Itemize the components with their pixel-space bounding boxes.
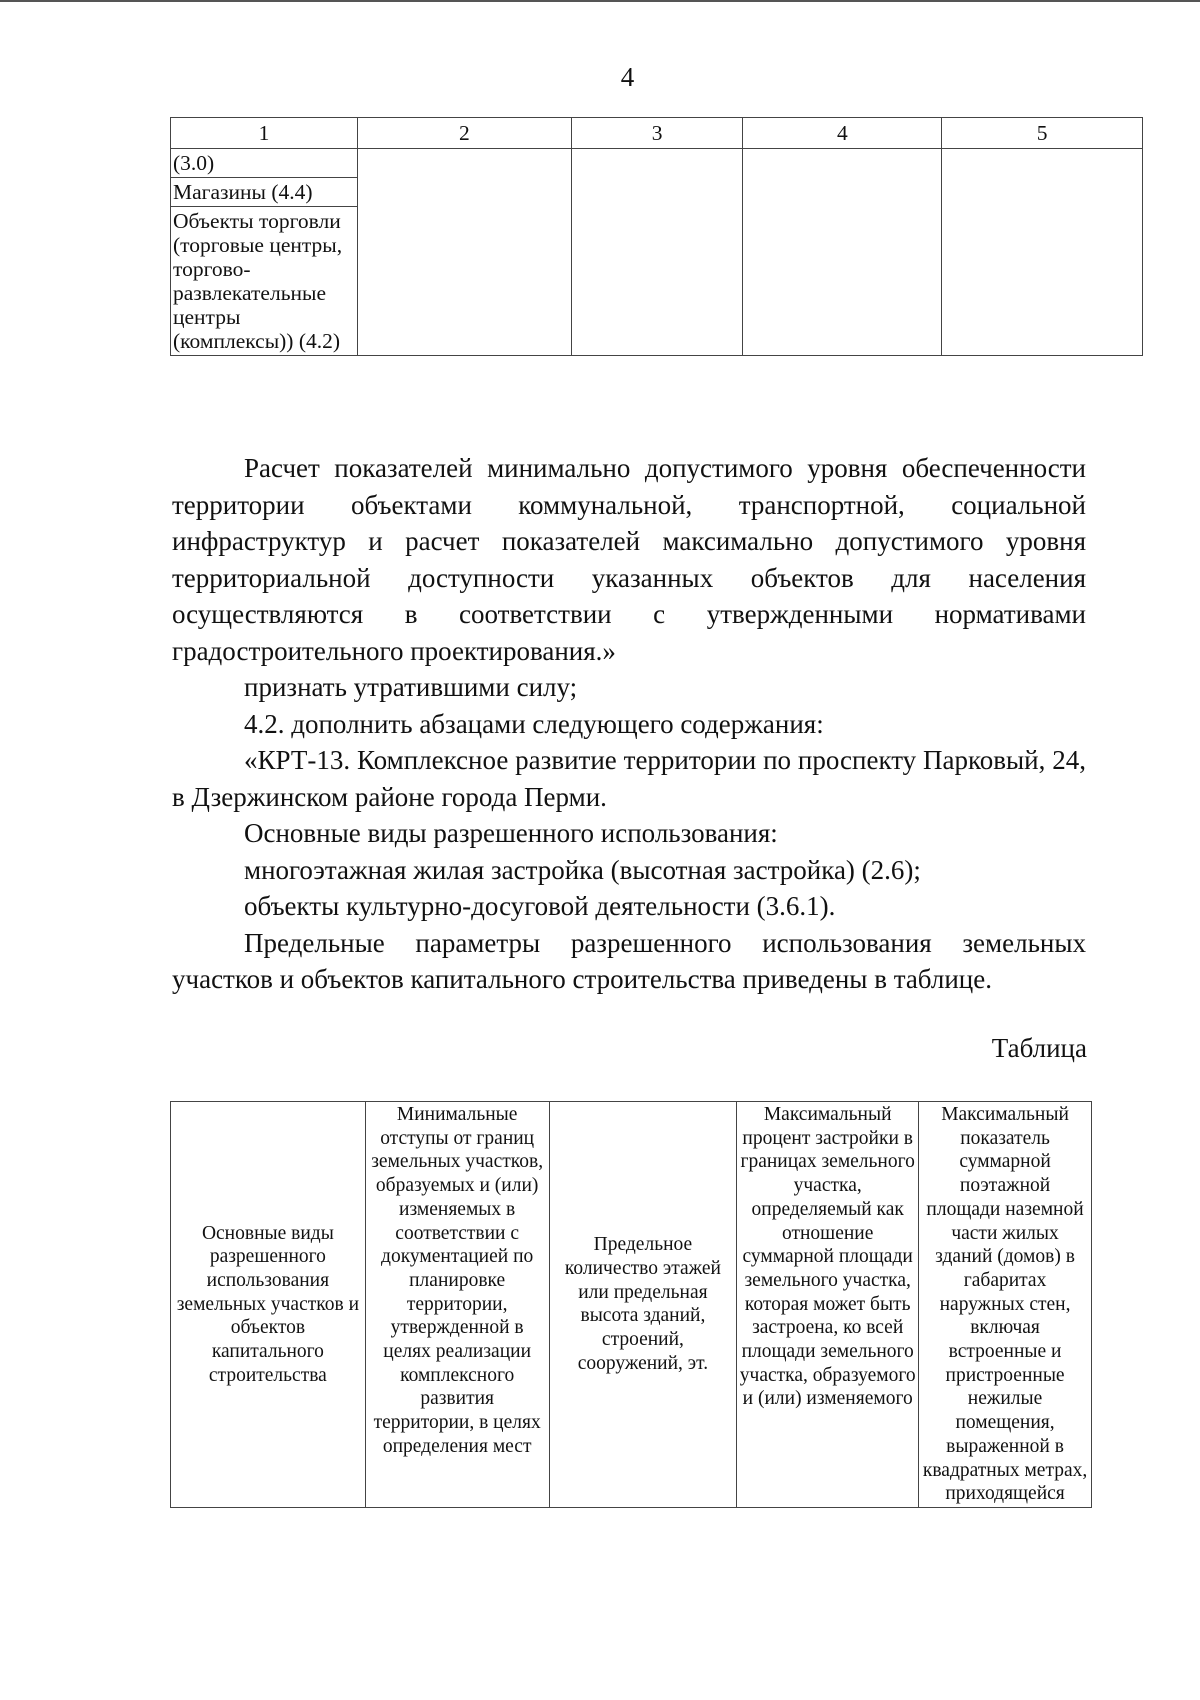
table-header-cell: 4 [743,118,942,149]
table-cell [743,149,942,356]
table-header-cell: Предельное количество этажей или предельная высота зданий, строений, сооружений, эт. [549,1102,737,1508]
parameters-table [170,1101,1092,1508]
paragraph: Расчет показателей минимально допустимого уровня обеспеченности территории объектами коммунальной, транспортной, социальной инфраструктур и расчет показателей максимально допустимого уровня территориальной доступности указанных объектов для населения осуществляются в соответствии с утвержденными нормативами градостроительного проектирования.» [172,453,1086,666]
document-body [172,450,1086,998]
page-number: 4 [620,62,635,92]
paragraph: многоэтажная жилая застройка (высотная застройка) (2.6); [244,854,921,885]
table-header-row [171,1102,1092,1508]
table-cell [171,149,358,356]
paragraph: «КРТ-13. Комплексное развитие территории по проспекту Парковый, 24, в Дзержинском районе города Перми. [172,745,1086,812]
table-header-cell: Основные виды разрешенного использования земельных участков и объектов капитального строительства [171,1102,366,1508]
table-header-cell: 1 [171,118,358,149]
paragraph: признать утратившими силу; [244,672,578,702]
table-cell [942,149,1143,356]
land-use-item: Объекты торговли (торговые центры, торгово-развлекательные центры (комплексы)) (4.2) [173,209,343,353]
table-header-cell: Максимальный показатель суммарной поэтажной площади наземной части жилых зданий (домов) в габаритах наружных стен, включая встроенные и пристроенные нежилые помещения, выраженной в квадратных метрах, приходящейся [919,1102,1092,1508]
land-use-item: (3.0) [171,149,357,178]
paragraph: объекты культурно-досуговой деятельности (3.6.1). [244,891,836,921]
table-header-cell: 2 [357,118,571,149]
table-header-row [171,118,1143,149]
continuation-table [170,117,1143,356]
table-header-cell: Минимальные отступы от границ земельных участков, образуемых и (или) изменяемых в соответствии с документацией по планировке территории, утвержденной в целях реализации комплексного развития территории, в целях определения мест [365,1102,549,1508]
paragraph: Предельные параметры разрешенного использования земельных участков и объектов капитального строительства приведены в таблице. [172,927,1086,994]
table-header-cell: 3 [571,118,743,149]
paragraph: 4.2. дополнить абзацами следующего содержания: [244,708,824,739]
table-cell [357,149,571,356]
table-caption: Таблица [991,1033,1087,1063]
table-header-cell: Максимальный процент застройки в границах земельного участка, определяемый как отношение суммарной площади земельного участка, которая может быть застроена, ко всей площади земельного участка, образуемого и (или) изменяемого [737,1102,919,1508]
page-border-line [0,0,1200,2]
land-use-item: Магазины (4.4) [171,178,357,207]
paragraph: Основные виды разрешенного использования: [244,818,778,848]
table-row [171,149,1143,356]
table-header-cell: 5 [942,118,1143,149]
table-cell [571,149,743,356]
